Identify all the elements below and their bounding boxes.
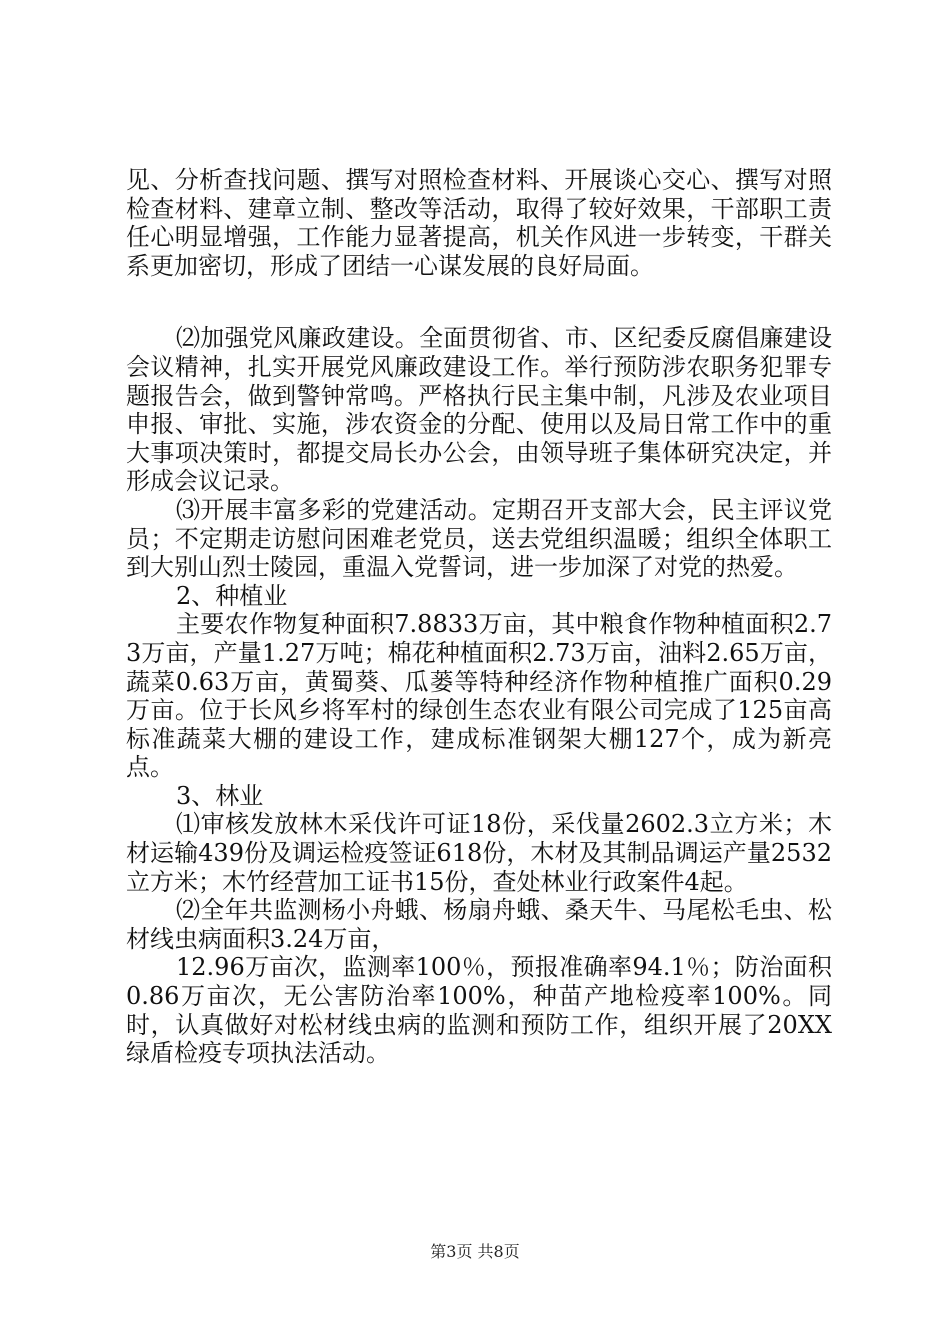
paragraph-forestry-prevention: 12.96万亩次，监测率100％，预报准确率94.1％；防治面积0.86万亩次，无公害防治率100%，种苗产地检疫率100%。同时，认真做好对松材线虫病的监测和预防工作，组织开展了20XX绿盾检疫专项执法活动。 <box>126 953 832 1068</box>
page-footer: 第3页 共8页 <box>430 1242 520 1261</box>
paragraph-forestry-permits: ⑴审核发放林木采伐许可证18份，采伐量2602.3立方米；木材运输439份及调运检疫签证618份，木材及其制品调运产量2532立方米；木竹经营加工证书15份，查处林业行政案件4起。 <box>126 810 832 896</box>
document-body <box>126 166 832 1068</box>
paragraph-party-integrity: ⑵加强党风廉政建设。全面贯彻省、市、区纪委反腐倡廉建设会议精神，扎实开展党风廉政建设工作。举行预防涉农职务犯罪专题报告会，做到警钟常鸣。严格执行民主集中制，凡涉及农业项目申报、审批、实施，涉农资金的分配、使用以及局日常工作中的重大事项决策时，都提交局长办公会，由领导班子集体研究决定，并形成会议记录。 <box>126 324 832 496</box>
paragraph-continuation: 见、分析查找问题、撰写对照检查材料、开展谈心交心、撰写对照检查材料、建章立制、整改等活动，取得了较好效果，干部职工责任心明显增强，工作能力显著提高，机关作风进一步转变，干群关系更加密切，形成了团结一心谋发展的良好局面。 <box>126 166 832 280</box>
paragraph-planting: 主要农作物复种面积7.8833万亩，其中粮食作物种植面积2.73万亩，产量1.27万吨；棉花种植面积2.73万亩，油料2.65万亩，蔬菜0.63万亩，黄蜀葵、瓜蒌等特种经济作物种植推广面积0.29万亩。位于长风乡将军村的绿创生态农业有限公司完成了125亩高标准蔬菜大棚的建设工作，建成标准钢架大棚127个，成为新亮点。 <box>126 610 832 782</box>
section-heading-planting: 2、种植业 <box>176 581 288 610</box>
paragraph-party-activities: ⑶开展丰富多彩的党建活动。定期召开支部大会，民主评议党员；不定期走访慰问困难老党员，送去党组织温暖；组织全体职工到大别山烈士陵园，重温入党誓词，进一步加深了对党的热爱。 <box>126 495 832 582</box>
paragraph-forestry-monitoring: ⑵全年共监测杨小舟蛾、杨扇舟蛾、桑天牛、马尾松毛虫、松材线虫病面积3.24万亩， <box>126 896 832 953</box>
section-heading-forestry: 3、林业 <box>176 781 264 810</box>
